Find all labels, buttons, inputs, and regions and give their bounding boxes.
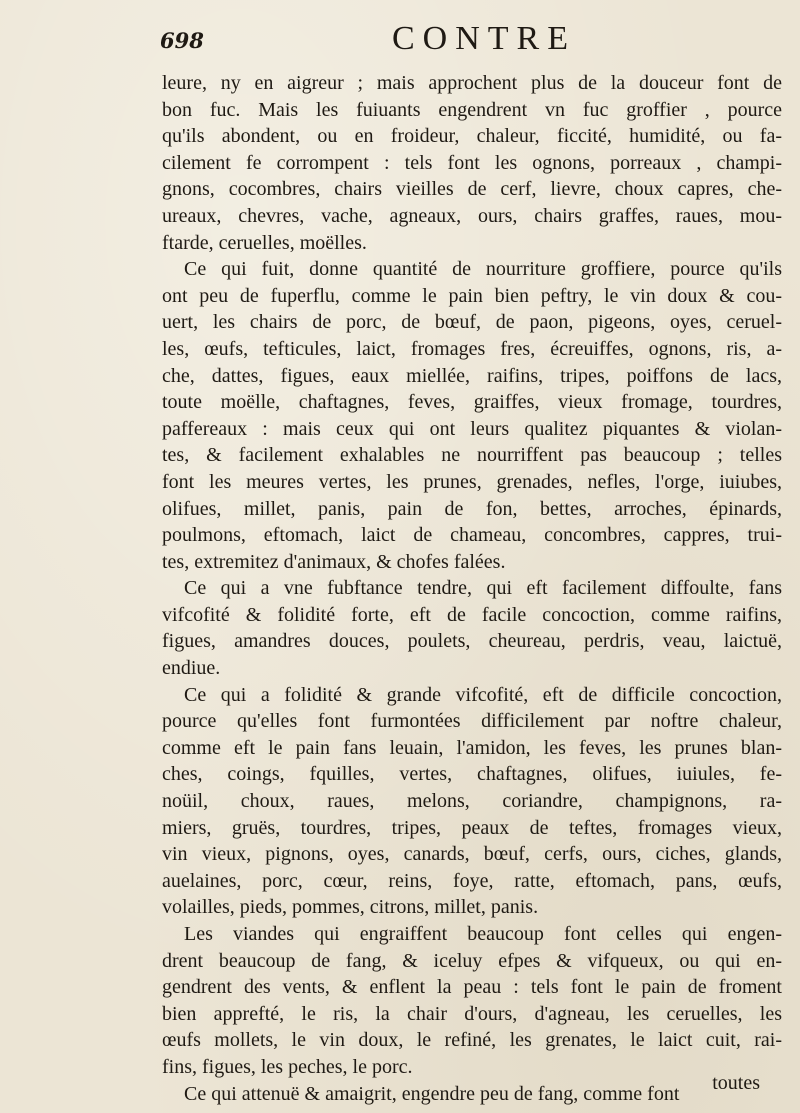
text-line: bien apprefté, le ris, la chair d'ours, d'agneau, les ceruelles, les — [162, 1002, 782, 1025]
text-line: bon fuc. Mais les fuiuants engendrent vn fuc groffier , pource — [162, 98, 782, 121]
text-line: toute moëlle, chaftagnes, feves, graiffes, vieux fromage, tourdres, — [162, 391, 782, 414]
text-line: Les viandes qui engraiffent beaucoup font celles qui engen- — [184, 923, 782, 945]
paragraph — [162, 256, 782, 575]
text-line: paffereaux : mais ceux qui ont leurs qualitez piquantes & violan- — [162, 417, 782, 440]
text-line: fins, figues, les peches, le porc. — [162, 1055, 413, 1078]
running-head: CONTRE — [392, 20, 576, 57]
text-line: gendrent des vents, & enflent la peau : tels font le pain de froment — [162, 976, 782, 999]
text-line: vifcofité & folidité forte, eft de facile concoction, comme raifins, — [162, 603, 782, 626]
text-line: les, œufs, tefticules, laict, fromages fres, écreuiffes, ognons, ris, a- — [162, 337, 782, 360]
paragraph — [162, 575, 782, 681]
text-line: cilement fe corrompent : tels font les ognons, porreaux , champi- — [162, 151, 782, 174]
text-line: drent beaucoup de fang, & iceluy efpes & vifqueux, ou qui en- — [162, 949, 782, 972]
text-line: miers, gruës, tourdres, tripes, peaux de teftes, fromages vieux, — [162, 816, 782, 839]
text-line: leure, ny en aigreur ; mais approchent plus de la douceur font de — [162, 72, 782, 94]
text-line: endiue. — [162, 657, 221, 680]
text-line: Ce qui a vne fubftance tendre, qui eft facilement diffoulte, fans — [184, 577, 782, 600]
text-line: olifues, millet, panis, pain de fon, bettes, arroches, épinards, — [162, 497, 782, 520]
paragraph — [162, 70, 782, 256]
text-line: figues, amandres douces, poulets, cheureau, perdris, veau, laictuë, — [162, 630, 782, 653]
text-line: Ce qui attenuë & amaigrit, engendre peu de fang, comme font — [184, 1082, 680, 1105]
text-line: pource qu'elles font furmontées difficilement par noftre chaleur, — [162, 710, 782, 733]
text-line: œufs mollets, le vin doux, le refiné, les grenates, le laict cuit, rai- — [162, 1029, 782, 1052]
text-line: qu'ils abondent, ou en froideur, chaleur, ficcité, humidité, ou fa- — [162, 125, 782, 148]
text-line: volailles, pieds, pommes, citrons, millet, panis. — [162, 896, 539, 919]
text-line: ureaux, chevres, vache, agneaux, ours, chairs graffes, raues, mou- — [162, 204, 782, 227]
catchword: toutes — [712, 1072, 760, 1094]
text-line: ftarde, ceruelles, moëlles. — [162, 231, 367, 254]
text-line: Ce qui a folidité & grande vifcofité, eft de difficile concoction, — [184, 683, 782, 706]
text-line: ont peu de fuperflu, comme le pain bien peftry, le vin doux & cou- — [162, 284, 782, 307]
text-line: gnons, cocombres, chairs vieilles de cerf, lievre, choux capres, che- — [162, 178, 782, 201]
page-header — [160, 20, 760, 64]
paragraph — [162, 921, 782, 1081]
text-line: noüil, choux, raues, melons, coriandre, champignons, ra- — [162, 790, 782, 813]
text-line: comme eft le pain fans leuain, l'amidon, les feves, les prunes blan- — [162, 736, 782, 759]
text-line: che, dattes, figues, eaux miellée, raifins, tripes, poiffons de lacs, — [162, 364, 782, 387]
text-line: font les meures vertes, les prunes, grenades, nefles, l'orge, iuiubes, — [162, 470, 782, 493]
paragraph — [162, 682, 782, 921]
text-line: auelaines, porc, cœur, reins, foye, ratte, eftomach, pans, œufs, — [162, 869, 782, 892]
text-line: Ce qui fuit, donne quantité de nourriture groffiere, pource qu'ils — [184, 258, 782, 281]
text-line: tes, extremitez d'animaux, & chofes falées. — [162, 550, 506, 573]
text-line: ches, coings, fquilles, vertes, chaftagnes, olifues, iuiules, fe- — [162, 763, 782, 786]
text-line: poulmons, eftomach, laict de chameau, concombres, cappres, trui- — [162, 524, 782, 547]
body-text — [162, 70, 782, 1107]
text-line: tes, & facilement exhalables ne nourriffent pas beaucoup ; telles — [162, 444, 782, 467]
paragraph — [162, 1081, 782, 1108]
text-line: vin vieux, pignons, oyes, canards, bœuf, cerfs, ours, ciches, glands, — [162, 843, 782, 866]
page-number: 698 — [160, 28, 204, 53]
text-line: uert, les chairs de porc, de bœuf, de paon, pigeons, oyes, ceruel- — [162, 311, 782, 334]
